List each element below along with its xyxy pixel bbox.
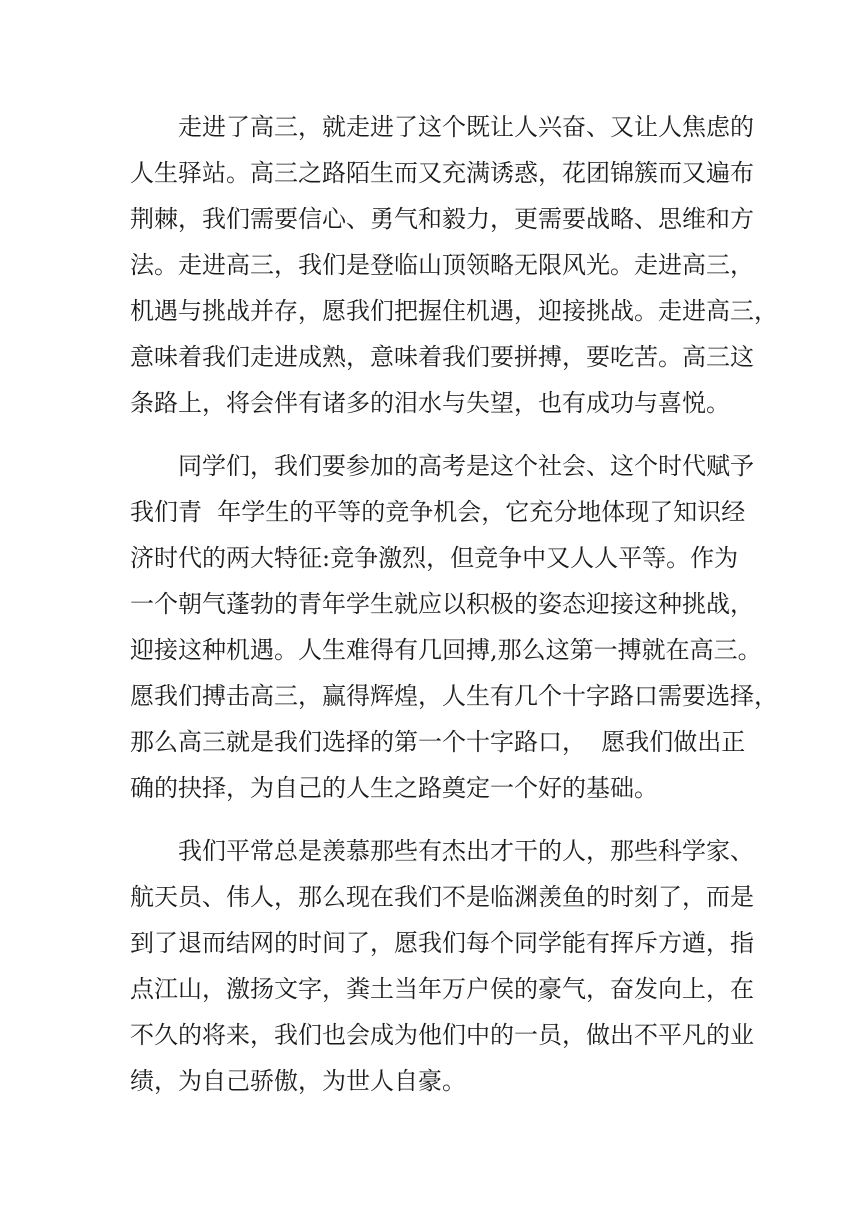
text-line: 到了退而结网的时间了，愿我们每个同学能有挥斥方遒，指 [130, 929, 754, 957]
paragraph-2 [130, 443, 778, 811]
text-line: 走进了高三，就走进了这个既让人兴奋、又让人焦虑的 [130, 113, 754, 141]
text-line: 条路上，将会伴有诸多的泪水与失望，也有成功与喜悦。 [130, 389, 730, 417]
text-line: 那么高三就是我们选择的第一个十字路口， 愿我们做出正 [130, 728, 746, 756]
document-body [130, 104, 778, 1121]
text-line: 迎接这种机遇。人生难得有几回搏,那么这第一搏就在高三。 [130, 636, 762, 664]
text-line: 绩，为自己骄傲，为世人自豪。 [130, 1067, 466, 1095]
text-line: 不久的将来，我们也会成为他们中的一员，做出不平凡的业 [130, 1021, 754, 1049]
text-line: 航天员、伟人，那么现在我们不是临渊羡鱼的时刻了，而是 [130, 883, 754, 911]
text-line: 同学们，我们要参加的高考是这个社会、这个时代赋予 [130, 452, 754, 480]
paragraph-1 [130, 104, 778, 426]
text-line: 机遇与挑战并存，愿我们把握住机遇，迎接挑战。走进高三， [130, 297, 778, 325]
text-line: 确的抉择，为自己的人生之路奠定一个好的基础。 [130, 774, 658, 802]
text-line: 点江山，激扬文字，粪土当年万户侯的豪气，奋发向上，在 [130, 975, 754, 1003]
text-line: 我们青 年学生的平等的竞争机会，它充分地体现了知识经 [130, 498, 746, 526]
text-line: 一个朝气蓬勃的青年学生就应以积极的姿态迎接这种挑战， [130, 590, 754, 618]
text-line: 愿我们搏击高三，赢得辉煌，人生有几个十字路口需要选择， [130, 682, 778, 710]
text-line: 荆棘，我们需要信心、勇气和毅力，更需要战略、思维和方 [130, 205, 754, 233]
text-line: 济时代的两大特征:竞争激烈，但竞争中又人人平等。作为 [130, 544, 739, 572]
text-line: 法。走进高三，我们是登临山顶领略无限风光。走进高三， [130, 251, 754, 279]
text-line: 意味着我们走进成熟，意味着我们要拼搏，要吃苦。高三这 [130, 343, 754, 371]
paragraph-3 [130, 828, 754, 1104]
text-line: 我们平常总是羡慕那些有杰出才干的人，那些科学家、 [130, 837, 754, 865]
text-line: 人生驿站。高三之路陌生而又充满诱惑，花团锦簇而又遍布 [130, 159, 754, 187]
